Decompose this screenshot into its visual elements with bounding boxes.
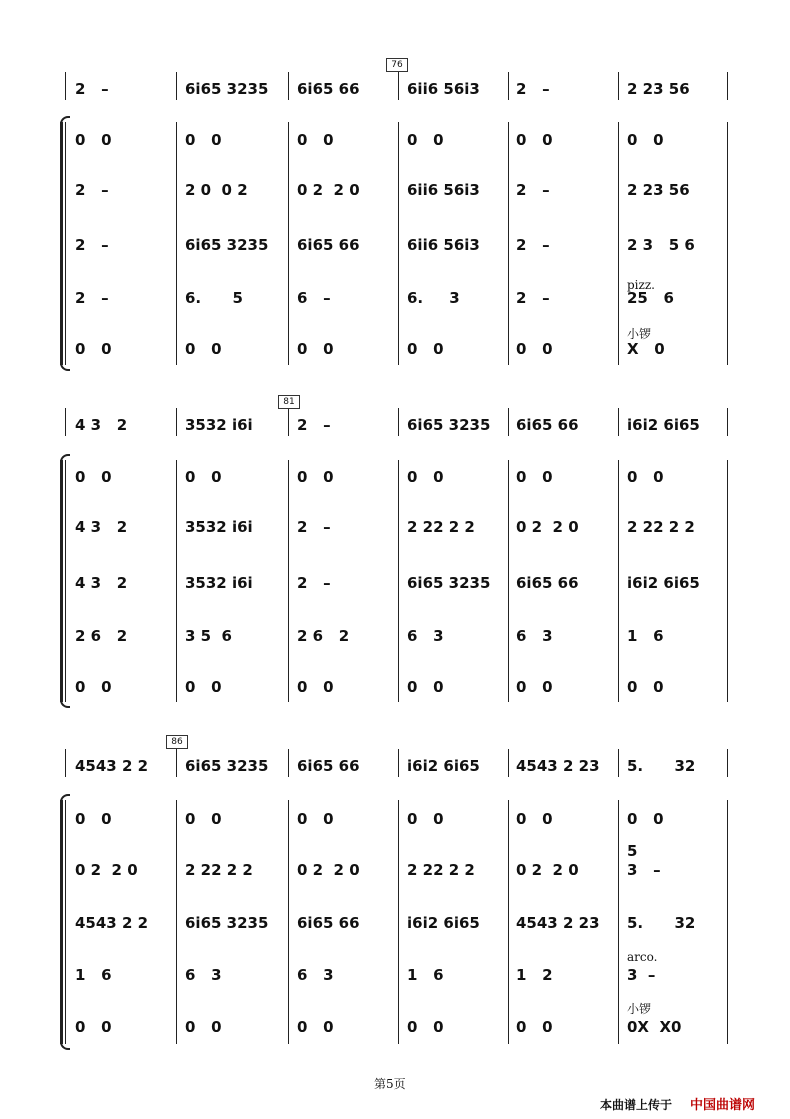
staff-measure: 6i65 3235: [185, 914, 269, 932]
staff-measure: 0 0: [627, 678, 664, 696]
staff-barline: [727, 122, 728, 365]
staff-measure: 2 0 0 2: [185, 181, 248, 199]
staff-measure: 0 0: [516, 340, 553, 358]
staff-measure: 0 0: [75, 1018, 112, 1036]
staff-measure: 3 –: [627, 966, 656, 984]
staff-measure: 6i65 3235: [407, 574, 491, 592]
staff-barline: [398, 800, 399, 1044]
measure-number-76: 76: [386, 58, 408, 72]
staff-measure: 6ii6 56i3: [407, 236, 480, 254]
staff-measure: 4 3 2: [75, 574, 128, 592]
staff-measure: 2 –: [75, 289, 109, 307]
top-barline: [65, 72, 66, 100]
staff-measure: 4543 2 23: [516, 914, 600, 932]
staff-measure: 0 2 2 0: [516, 861, 579, 879]
staff-measure: 0 0: [297, 340, 334, 358]
staff-measure: 0 0: [516, 1018, 553, 1036]
staff-measure: 6 3: [185, 966, 222, 984]
top-measure: 2 –: [75, 80, 109, 98]
staff-barline: [288, 460, 289, 702]
staff-measure: 2 –: [75, 236, 109, 254]
staff-barline: [618, 460, 619, 702]
staff-measure: 0 0: [185, 468, 222, 486]
staff-measure: 2 –: [516, 289, 550, 307]
staff-measure: 3 –: [627, 861, 661, 879]
top-barline: [176, 408, 177, 436]
staff-measure: 2 –: [516, 236, 550, 254]
top-measure: 3532 i6i: [185, 416, 253, 434]
top-measure: 6i65 66: [516, 416, 579, 434]
staff-measure: 0 0: [407, 340, 444, 358]
staff-measure: 0 0: [75, 131, 112, 149]
staff-measure: 4543 2 2: [75, 914, 149, 932]
top-barline: [288, 749, 289, 777]
top-barline: [618, 408, 619, 436]
staff-measure: 0 0: [185, 678, 222, 696]
staff-measure: 0 2 2 0: [75, 861, 138, 879]
top-measure: 6i65 3235: [185, 757, 269, 775]
staff-measure: 0 2 2 0: [297, 861, 360, 879]
top-barline: [727, 749, 728, 777]
staff-measure: i6i2 6i65: [627, 574, 700, 592]
staff-measure: 3 5 6: [185, 627, 232, 645]
staff-barline: [618, 122, 619, 365]
staff-measure: 2 6 2: [297, 627, 350, 645]
staff-measure: 2 22 2 2: [407, 518, 475, 536]
staff-barline: [65, 800, 66, 1044]
top-measure: 6i65 66: [297, 757, 360, 775]
staff-measure: 2 23 56: [627, 181, 690, 199]
staff-measure: 6i65 3235: [185, 236, 269, 254]
staff-measure: 2 –: [75, 181, 109, 199]
staff-measure: 4 3 2: [75, 518, 128, 536]
pizz-label: pizz.: [627, 278, 655, 292]
staff-measure: 0 0: [185, 131, 222, 149]
measure-number-86: 86: [166, 735, 188, 749]
top-barline: [176, 72, 177, 100]
staff-measure: 6i65 66: [516, 574, 579, 592]
staff-measure: 6 3: [297, 966, 334, 984]
staff-barline: [618, 800, 619, 1044]
top-extra-note: 5: [627, 842, 638, 860]
top-barline: [508, 749, 509, 777]
staff-measure: 0 0: [627, 468, 664, 486]
staff-measure: 0 0: [627, 810, 664, 828]
staff-measure: 0 0: [185, 340, 222, 358]
staff-barline: [65, 460, 66, 702]
top-measure: 4 3 2: [75, 416, 128, 434]
staff-measure: 6 –: [297, 289, 331, 307]
staff-measure: 0 0: [75, 678, 112, 696]
staff-measure: 0 0: [516, 810, 553, 828]
gong-label-1: 小锣: [627, 327, 652, 341]
staff-measure: 6 3: [516, 627, 553, 645]
staff-measure: 0 0: [75, 810, 112, 828]
staff-measure: 2 22 2 2: [627, 518, 695, 536]
staff-barline: [727, 460, 728, 702]
top-measure: i6i2 6i65: [407, 757, 480, 775]
top-barline: [508, 408, 509, 436]
staff-measure: 0 0: [407, 810, 444, 828]
staff-measure: 0 0: [407, 678, 444, 696]
staff-measure: 2 3 5 6: [627, 236, 695, 254]
staff-measure: 3532 i6i: [185, 518, 253, 536]
staff-measure: 0 0: [627, 131, 664, 149]
gong-label-2: 小锣: [627, 1002, 652, 1016]
staff-barline: [288, 800, 289, 1044]
staff-measure: 2 –: [516, 181, 550, 199]
staff-measure: 6. 3: [407, 289, 460, 307]
staff-measure: 6 3: [407, 627, 444, 645]
staff-measure: 0 0: [516, 468, 553, 486]
staff-measure: 0 0: [75, 468, 112, 486]
upload-credit: 本曲谱上传于: [600, 1098, 673, 1112]
staff-measure: 2 –: [297, 574, 331, 592]
staff-barline: [176, 800, 177, 1044]
staff-measure: 1 6: [75, 966, 112, 984]
top-barline: [176, 749, 177, 777]
staff-measure: 0 0: [516, 131, 553, 149]
top-barline: [508, 72, 509, 100]
staff-measure: 0 0: [185, 810, 222, 828]
top-barline: [398, 408, 399, 436]
staff-measure: 2 22 2 2: [185, 861, 253, 879]
top-measure: 4543 2 23: [516, 757, 600, 775]
top-barline: [398, 72, 399, 100]
staff-measure: 1 6: [407, 966, 444, 984]
staff-barline: [398, 122, 399, 365]
staff-measure: 0 0: [75, 340, 112, 358]
staff-measure: 0 0: [297, 810, 334, 828]
staff-barline: [176, 460, 177, 702]
staff-barline: [176, 122, 177, 365]
staff-measure: 0 2 2 0: [516, 518, 579, 536]
staff-measure: 0 0: [407, 131, 444, 149]
top-measure: 6i65 66: [297, 80, 360, 98]
staff-measure: 2 22 2 2: [407, 861, 475, 879]
top-measure: 2 –: [516, 80, 550, 98]
arco-label: arco.: [627, 950, 658, 964]
top-measure: 4543 2 2: [75, 757, 149, 775]
top-measure: 6i65 3235: [185, 80, 269, 98]
staff-measure: 0 0: [516, 678, 553, 696]
staff-measure: 0 0: [297, 131, 334, 149]
staff-barline: [508, 460, 509, 702]
staff-measure: 6. 5: [185, 289, 243, 307]
staff-measure: 0 2 2 0: [297, 181, 360, 199]
staff-barline: [508, 122, 509, 365]
staff-barline: [508, 800, 509, 1044]
top-measure: 2 –: [297, 416, 331, 434]
top-barline: [398, 749, 399, 777]
top-measure: 6i65 3235: [407, 416, 491, 434]
staff-measure: 6ii6 56i3: [407, 181, 480, 199]
top-measure: 2 23 56: [627, 80, 690, 98]
staff-measure: 2 –: [297, 518, 331, 536]
staff-measure: 0 0: [297, 468, 334, 486]
staff-measure: X 0: [627, 340, 665, 358]
staff-measure: i6i2 6i65: [407, 914, 480, 932]
staff-measure: 25 6: [627, 289, 674, 307]
staff-barline: [288, 122, 289, 365]
top-barline: [65, 749, 66, 777]
top-barline: [288, 408, 289, 436]
staff-barline: [727, 800, 728, 1044]
staff-measure: 5. 32: [627, 914, 696, 932]
measure-number-81: 81: [278, 395, 300, 409]
top-barline: [618, 749, 619, 777]
top-barline: [727, 72, 728, 100]
staff-barline: [65, 122, 66, 365]
staff-measure: 1 2: [516, 966, 553, 984]
top-barline: [618, 72, 619, 100]
staff-measure: 3532 i6i: [185, 574, 253, 592]
staff-measure: 0 0: [297, 678, 334, 696]
staff-measure: 0 0: [185, 1018, 222, 1036]
top-measure: 6ii6 56i3: [407, 80, 480, 98]
staff-measure: 6i65 66: [297, 914, 360, 932]
staff-measure: 6i65 66: [297, 236, 360, 254]
top-barline: [727, 408, 728, 436]
staff-measure: 2 6 2: [75, 627, 128, 645]
page-number: 第5页: [374, 1077, 406, 1091]
site-logo: 中国曲谱网: [690, 1098, 756, 1113]
staff-barline: [398, 460, 399, 702]
top-barline: [288, 72, 289, 100]
staff-measure: 0 0: [407, 468, 444, 486]
staff-measure: 0X X0: [627, 1018, 682, 1036]
staff-measure: 0 0: [297, 1018, 334, 1036]
staff-measure: 0 0: [407, 1018, 444, 1036]
top-barline: [65, 408, 66, 436]
top-measure: i6i2 6i65: [627, 416, 700, 434]
staff-measure: 1 6: [627, 627, 664, 645]
top-measure: 5. 32: [627, 757, 696, 775]
